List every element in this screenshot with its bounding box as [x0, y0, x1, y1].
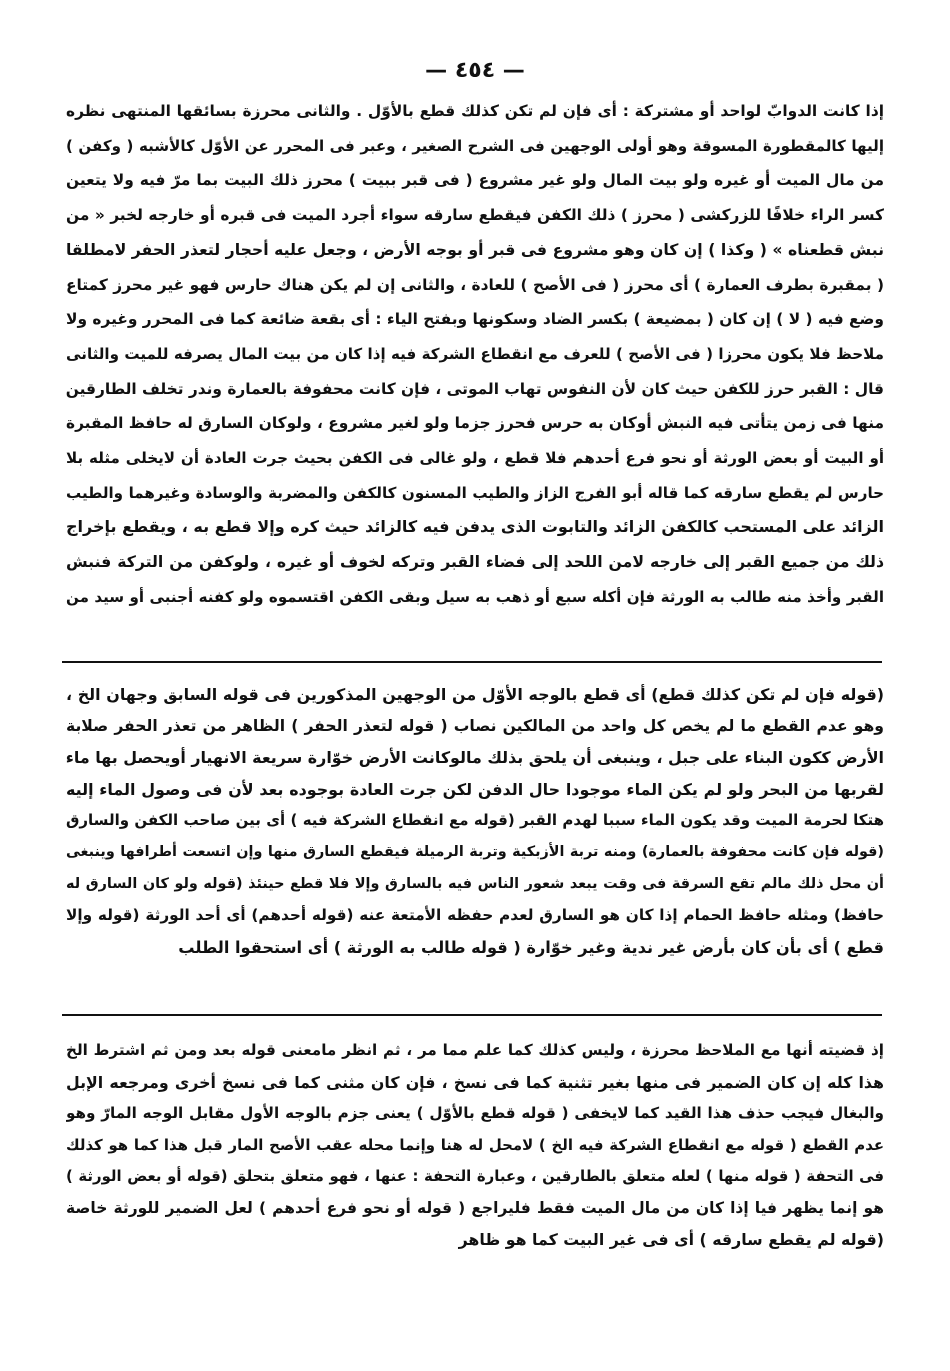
commentary-line: قطع ) أى بأن كان بأرض غير ندية وغير خوّارة ( قوله طالب به الورثة ) أى استحقوا الطلب [178, 937, 884, 957]
commentary-block-1 [66, 679, 884, 963]
main-line: إليها كالمقطورة المسوقة وهو أولى الوجهين فى الشرح الصغير ، وعبر فى المحرر عن الأوّل كالأشبه ( وكفن ) [66, 136, 884, 155]
commentary-line: (قوله فإن لم تكن كذلك قطع) أى قطع بالوجه الأوّل من الوجهين المذكورين فى قوله السابق وجهان الخ ، [66, 685, 884, 704]
main-line: ذلك من جميع القبر إلى خارجه لامن اللحد إلى فضاء القبر وتركه لخوف أو غيره ، ولوكفن من التركة فنبش [66, 552, 884, 572]
main-line: ملاحظ فلا يكون محرزا ( فى الأصح ) للعرف مع انقطاع الشركة فيه إذا كان من بيت المال يصرفه للميت والثانى [66, 344, 884, 363]
page-number: — ٤٥٤ — [425, 58, 525, 83]
main-line: قال : القبر حرز للكفن حيث كان لأن النفوس تهاب الموتى ، فإن كانت محفوفة بالعمارة وندر تخلف الطارقين [66, 379, 884, 398]
main-line: القبر وأخذ منه طالب به الورثة فإن أكله سبع أو ذهب به سيل وبقى الكفن اقتسموه ولو كفنه أجنبى أو سيد من [66, 587, 884, 606]
section-divider [62, 661, 882, 663]
main-line: الزائد على المستحب كالكفن الزائد والتابوت الذى يدفن فيه كالزائد حيث كره وإلا قطع به ، ويقطع بإخراج [66, 517, 884, 537]
commentary-line: لقربها من البحر ولو لم يكن الماء موجودا حال الدفن لكن جرت العادة بوجوده بعد لأن فى وصول الماء إليه [66, 779, 884, 799]
commentary-line: حافظ) ومثله حافظ الحمام إذا كان هو السارق لعدم حفظه الأمتعة عنه (قوله أحدهم) أى أحد الورثة (قوله وإلا [66, 906, 884, 925]
main-text-block [66, 94, 884, 615]
main-line: منها فى زمن يتأتى فيه النبش أوكان به حرس فحرز جزما ولو لغير مشروع ، ولوكان السارق له حافظ المقبرة [66, 414, 884, 433]
commentary-line: هذا كله إن كان الضمير فى منها بغير تثنية كما فى نسخ ، فإن كان مثنى كما فى نسخ أخرى ومرجعه الإبل [66, 1072, 884, 1092]
section-divider [62, 1014, 882, 1016]
commentary-line: أن محل ذلك مالم تقع السرقة فى وقت يبعد شعور الناس فيه بالسارق وإلا فلا قطع حينئذ (قوله ولو كان السارق له [66, 875, 884, 892]
commentary-line: (قوله لم يقطع سارقه ) أى فى غير البيت كما هو ظاهر [458, 1230, 884, 1249]
main-line: وضع فيه ( لا ) إن كان ( بمضيعة ) بكسر الضاد وسكونها وبفتح الياء : أى بقعة ضائعة كما فى المحرر وغيره ولا [66, 310, 884, 329]
commentary-line: هو إنما يظهر فيا إذا كان من مال الميت فقط فليراجع ( قوله أو نحو فرع أحدهم ) لعل الضمير للورثة خاصة [66, 1198, 884, 1217]
main-line: إذا كانت الدوابّ لواحد أو مشتركة : أى فإن لم تكن كذلك قطع بالأوّل . والثانى محرزة بسائقها المنتهى نظره [66, 102, 884, 120]
commentary-block-2 [66, 1035, 884, 1256]
commentary-line: إذ قضيته أنها مع الملاحظ محرزة ، وليس كذلك كما علم مما مر ، ثم انظر مامعنى قوله بعد ومن ثم اشترط الخ [66, 1041, 884, 1059]
main-line: ( بمقبرة بطرف العمارة ) أى محرز ( فى الأصح ) للعادة ، والثانى إن لم يكن هناك حارس فهو غير محرز كمتاع [66, 275, 884, 294]
main-line: حارس لم يقطع سارقه كما قاله أبو الفرج الزاز والطيب المسنون كالكفن والمضربة والوسادة وغيرهما والطيب [66, 483, 884, 502]
commentary-line: عدم القطع ( قوله مع انقطاع الشركة فيه الخ ) لامحل له هنا وإنما محله عقب الأصح المار قبل هذا كما هو كذلك [66, 1135, 884, 1154]
commentary-line: والبغال فيجب حذف هذا القيد كما لايخفى ( قوله قطع بالأوّل ) يعنى جزم بالوجه الأول مقابل الوجه المارّ وهو [66, 1104, 884, 1122]
main-line: نبش قطعناه » ( وكذا ) إن كان وهو مشروع فى قبر أو بوجه الأرض ، وجعل عليه أحجار لتعذر الحفر لامطلقا [66, 239, 884, 259]
commentary-line: وهو عدم القطع ما لم يخص كل واحد من المالكين نصاب ( قوله لتعذر الحفر ) الظاهر من تعذر الحفر صلابة [66, 716, 884, 735]
commentary-line: (قوله فإن كانت محفوفة بالعمارة) ومنه تربة الأزبكية وتربة الرميلة فيقطع السارق منها وإن اتسعت أطرافها وينبغى [66, 843, 884, 860]
commentary-line: الأرض ككون البناء على جبل ، وينبغى أن يلحق بذلك مالوكانت الأرض خوّارة سريعة الانهيار أويحصل بها ماء [66, 748, 884, 768]
commentary-line: هتكا لحرمة الميت وقد يكون الماء سببا لهدم القبر (قوله مع انقطاع الشركة فيه ) أى بين صاحب الكفن والسارق [66, 811, 884, 830]
main-line: كسر الراء خلافًا للزركشى ( محرز ) ذلك الكفن فيقطع سارقه سواء أجرد الميت فى قبره أو خارجه لخبر « من [66, 206, 884, 225]
main-line: من مال الميت أو غيره ولو بيت المال ولو غير مشروع ( فى قبر ببيت ) محرز ذلك البيت بما مرّ فيه ولا يتعين [66, 171, 884, 190]
commentary-line: فى التحفة ( قوله منها ) لعله متعلق بالطارقين ، وعبارة التحفة : عنها ، فهو متعلق بتحلق (قوله أو بعض الورثة ) [66, 1167, 884, 1185]
main-line: أو البيت أو بعض الورثة أو نحو فرع أحدهم فلا قطع ، ولو غالى فى الكفن بحيث جرت العادة أن لايخلى مثله بلا [66, 449, 884, 468]
